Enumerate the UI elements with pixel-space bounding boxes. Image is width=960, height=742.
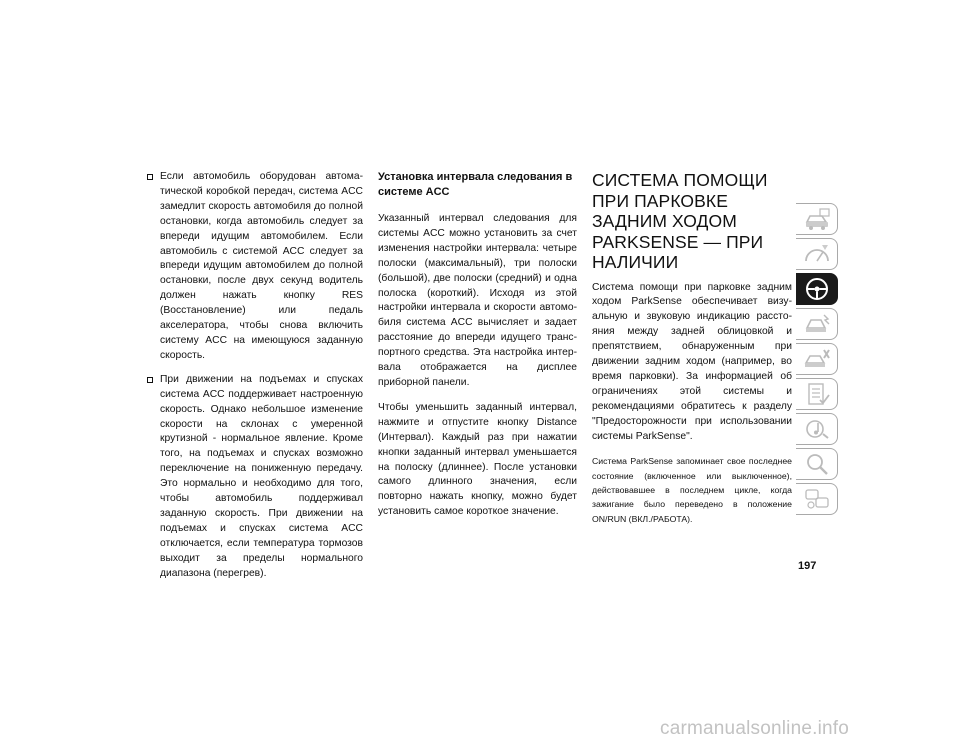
page-number: 197 — [798, 560, 817, 572]
square-bullet-icon — [147, 377, 153, 383]
tab-multimedia[interactable] — [796, 413, 838, 445]
square-bullet-icon — [147, 174, 153, 180]
steering-wheel-icon — [802, 276, 832, 302]
paragraph: Указанный интервал следования для системы ACC можно установить за счет изменения настройки интервала: четыре полоски (максимальный), три полоски (большой), две полоски (средний) и одна полоска (короткий). Исходя из этой настройки интервала и скорости автомобиля система ACC вычисляет и задает расстояние до впереди идущего транспортного средства. Эта настройка интервала отображается на дисплее приборной панели. — [378, 213, 577, 388]
section-subheading: Установка интервала следования в системе ACC — [378, 171, 573, 198]
column-right — [592, 170, 792, 526]
paragraph: Система помощи при парковке задним ходом ParkSense обеспечивает визуальную и звуковую индикацию расстояния между задней облицовкой и препятствием, обнаруженным при движении задним ходом (например, во время парковки). За информацией об ограничениях этой системы и рекомендациями обратитесь к разделу "Предосторожности при использовании системы ParkSense". — [592, 281, 792, 442]
tab-language[interactable] — [796, 483, 838, 515]
magnifier-icon — [802, 451, 832, 477]
bullet-item — [146, 170, 363, 364]
tab-steering[interactable] — [796, 273, 838, 305]
tab-car-service[interactable] — [796, 343, 838, 375]
column-left — [146, 170, 363, 590]
column-middle — [378, 170, 577, 530]
tab-index[interactable] — [796, 448, 838, 480]
chapter-tabs — [796, 203, 840, 518]
bullet-text: При движении на подъемах и спусках система ACC поддерживает настроенную скорость. Однако небольшое изменение скорости на склонах с умеренной крутизной - нормальное явление. Кроме того, на подъемах и спусках возможно переключение на пониженную передачу. Это нормально и необходимо для того, чтобы автомобиль поддерживал заданную скорость. При движении на подъемах и спусках система ACC отключается, если температура тормозов выходит за пределы нормального диапазона (перегрев). — [160, 373, 363, 579]
car-crash-icon — [802, 311, 832, 337]
watermark: carmanualsonline.info — [660, 718, 850, 739]
music-note-icon — [802, 416, 832, 442]
checklist-icon — [802, 381, 832, 407]
bullet-text: Если автомобиль оборудован автоматической коробкой передач, система ACC замедлит скорость автомобиля до полной остановки, когда автомобиль следует за впереди идущим автомобилем. Если автомобиль с системой ACC следует за впереди идущим автомобилем до полной остановки, после двух секунд водитель должен нажать кнопку RES (Восстановление) или педаль акселератора, чтобы снова включить систему ACC на имеющуюся заданную скорость. — [160, 171, 363, 361]
tab-checklist[interactable] — [796, 378, 838, 410]
section-heading: СИСТЕМА ПОМОЩИ ПРИ ПАРКОВКЕ ЗАДНИМ ХОДОМ PARKSENSE — ПРИ НАЛИЧИИ — [592, 170, 768, 272]
language-icon — [802, 486, 832, 512]
tab-dashboard-warning[interactable] — [796, 238, 838, 270]
note-paragraph: Система ParkSense запоминает свое последнее состояние (включенное или выключенное), действовавшее в последнем цикле, когда зажигание было переведено в положение ON/RUN (ВКЛ./РАБОТА). — [592, 456, 792, 524]
bullet-item — [146, 373, 363, 582]
car-info-icon — [802, 206, 832, 232]
tab-car-info[interactable] — [796, 203, 838, 235]
dashboard-warning-icon — [802, 241, 832, 267]
tab-car-crash[interactable] — [796, 308, 838, 340]
paragraph: Чтобы уменьшить заданный интервал, нажмите и отпустите кнопку Distance (Интервал). Каждый раз при нажатии кнопки заданный интервал уменьшается на полоску (длиннее). После установки самого длинного значения, если повторно нажать кнопку, можно будет установить самое короткое значение. — [378, 401, 577, 518]
car-service-icon — [802, 346, 832, 372]
